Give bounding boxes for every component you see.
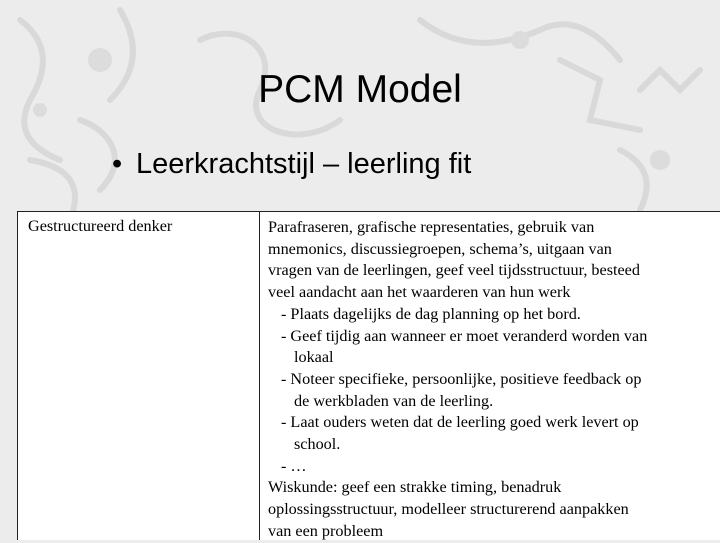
table-cell-right [260,212,720,540]
table-line: - Laat ouders weten dat de leerling goed werk levert op [281,413,639,432]
table-cell-left [18,212,260,540]
bullet-dot-icon: • [112,148,123,180]
slide-title: PCM Model [258,68,462,111]
thinker-type-label: Gestructureerd denker [28,217,173,235]
table-line: Parafraseren, grafische representaties, gebruik van [268,218,595,236]
table-line: mnemonics, discussiegroepen, schema’s, uitgaan van [268,239,612,258]
table-line: oplossingsstructuur, modelleer structurerend aanpakken [268,500,629,519]
table-line: veel aandacht aan het waarderen van hun werk [268,283,571,302]
bullet-item [112,148,471,181]
table-line: van een probleem [268,521,384,540]
table-line: - Geef tijdig aan wanneer er moet veranderd worden van [281,326,648,345]
table-line: - … [281,456,307,475]
table-line: de werkbladen van de leerling. [294,391,494,410]
table-line: Wiskunde: geef een strakke timing, benadruk [268,478,562,497]
bullet-text: Leerkrachtstijl – leerling fit [136,148,472,180]
table-line: - Noteer specifieke, persoonlijke, positieve feedback op [281,369,642,388]
content-table [17,211,720,540]
table-line: school. [294,435,341,454]
table-line: - Plaats dagelijks de dag planning op het bord. [281,304,581,323]
table-line: lokaal [294,348,334,367]
table-line: vragen van de leerlingen, geef veel tijdsstructuur, besteed [268,261,640,280]
